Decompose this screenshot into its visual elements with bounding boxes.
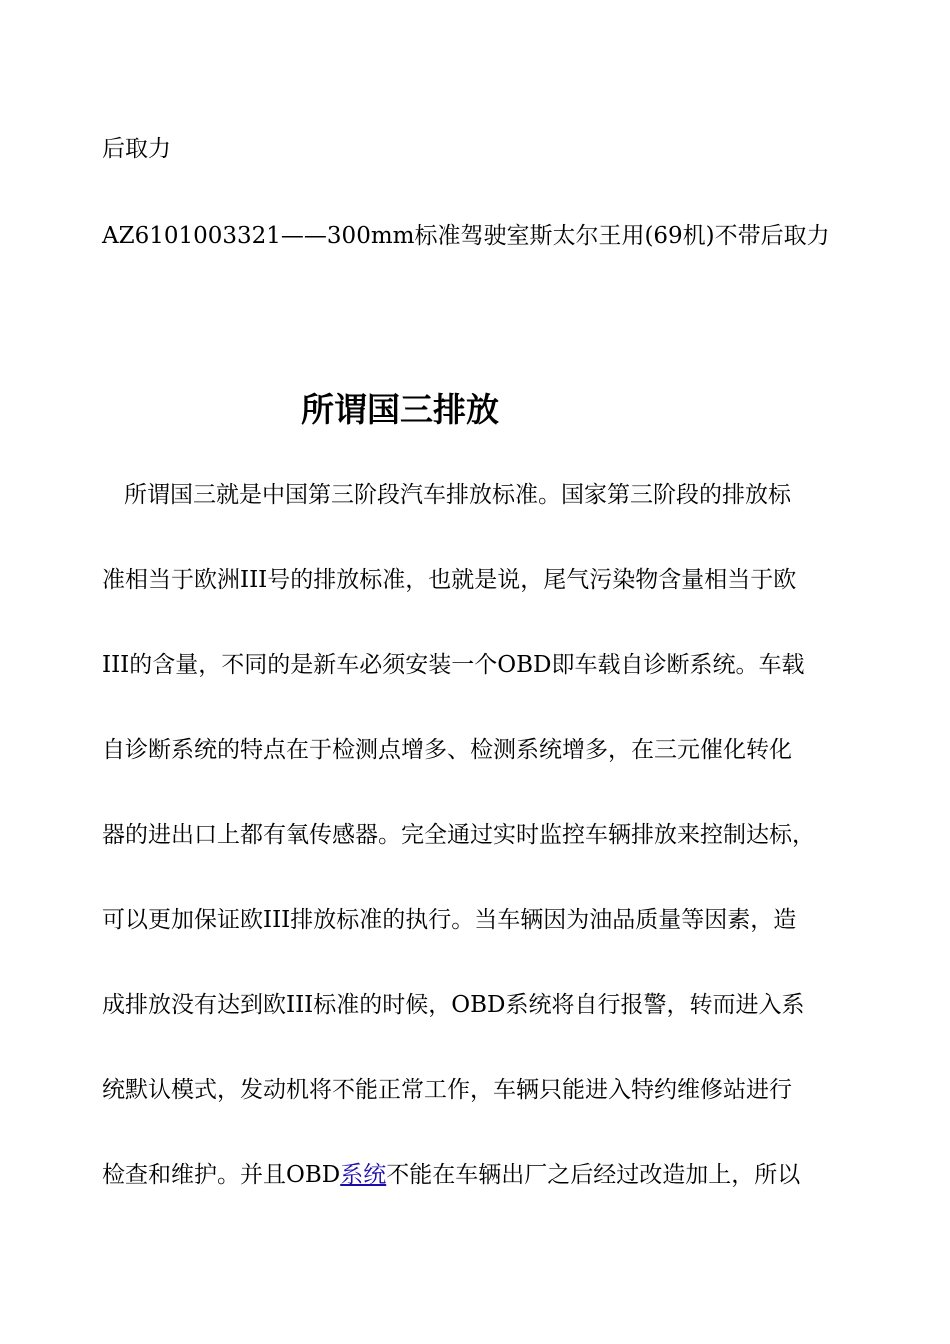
line-text-before-link: 检查和维护。并且OBD [102,1162,341,1188]
system-link[interactable]: 系统 [340,1162,387,1188]
paragraph-line: 准相当于欧洲III号的排放标准，也就是说，尾气污染物含量相当于欧 [102,567,797,593]
section-heading: 所谓国三排放 [301,390,499,429]
paragraph-line: 统默认模式，发动机将不能正常工作，车辆只能进入特约维修站进行 [102,1077,792,1103]
paragraph-line-with-link [102,1160,800,1190]
paragraph-line: III的含量，不同的是新车必须安装一个OBD即车载自诊断系统。车载 [102,652,805,678]
paragraph-line: 成排放没有达到欧III标准的时候，OBD系统将自行报警，转而进入系 [102,992,805,1018]
paragraph-line: 自诊断系统的特点在于检测点增多、检测系统增多，在三元催化转化 [102,737,792,763]
text-line-part-number: AZ6101003321——300mm标准驾驶室斯太尔王用(69机)不带后取力 [102,223,830,249]
text-line-fragment: 后取力 [102,136,171,162]
paragraph-line: 可以更加保证欧III排放标准的执行。当车辆因为油品质量等因素，造 [102,907,797,933]
paragraph-line: 所谓国三就是中国第三阶段汽车排放标准。国家第三阶段的排放标 [124,482,791,508]
paragraph-line: 器的进出口上都有氧传感器。完全通过实时监控车辆排放来控制达标， [102,822,815,848]
line-text-after-link: 不能在车辆出厂之后经过改造加上，所以 [386,1162,801,1188]
